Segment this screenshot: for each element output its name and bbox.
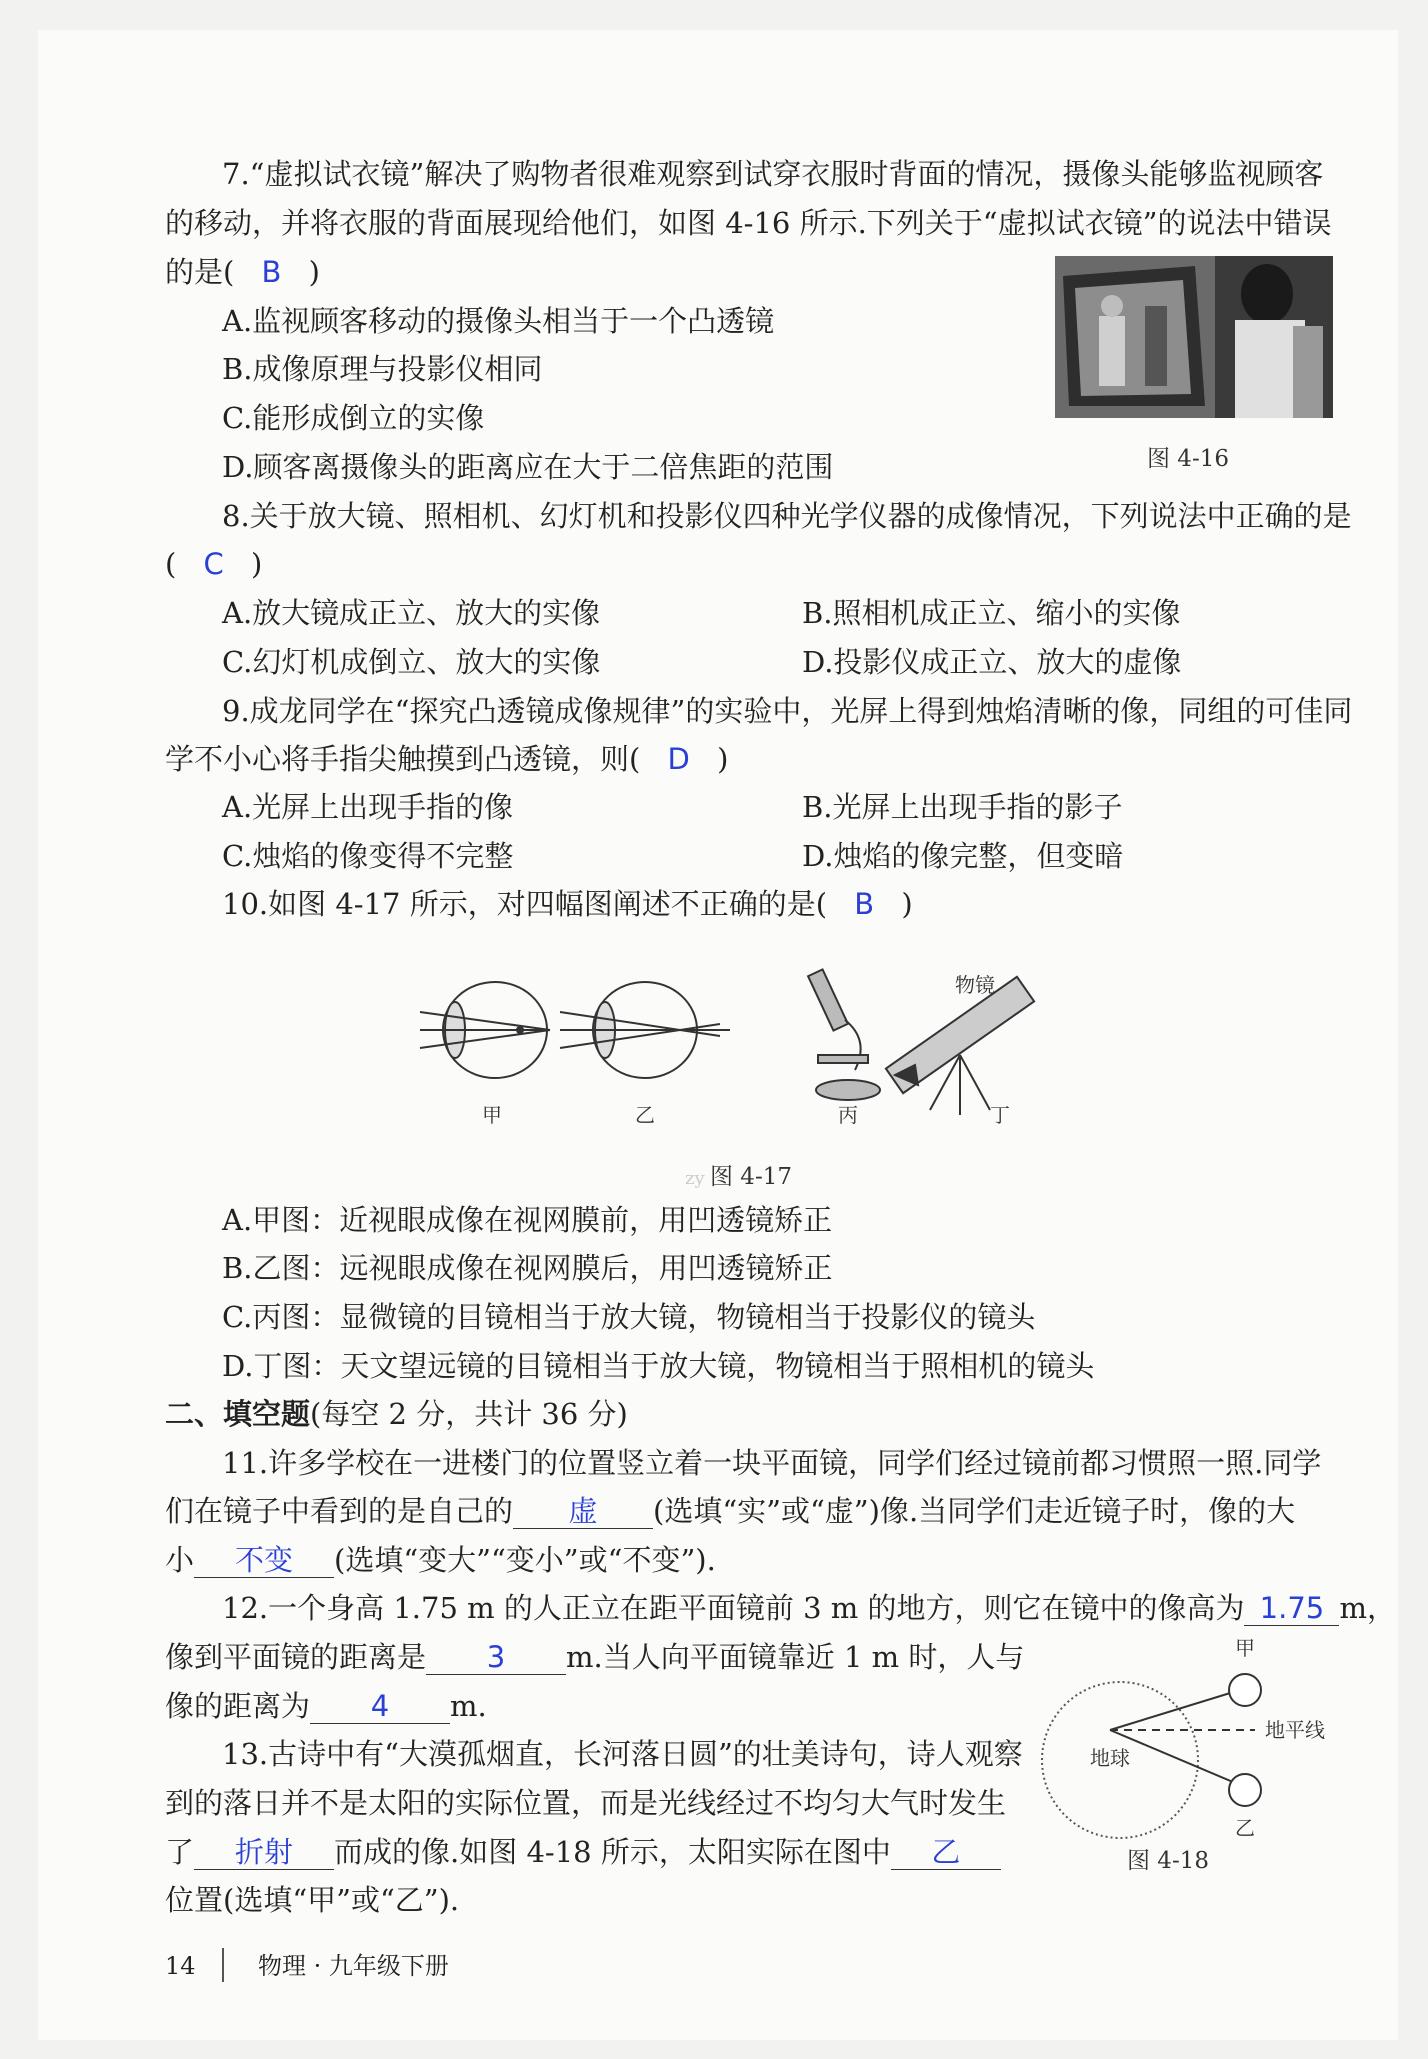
sun-jia bbox=[1229, 1674, 1261, 1706]
q7-answer: B bbox=[261, 255, 282, 289]
section-2-heading bbox=[165, 1394, 628, 1434]
q11-text-c: 小 bbox=[165, 1543, 195, 1577]
q9-line2 bbox=[165, 739, 728, 779]
q12-text-d: m.当人向平面镜靠近 1 m 时，人与 bbox=[566, 1640, 1025, 1674]
q10-answer: B bbox=[854, 887, 875, 921]
myopia-eye-diagram bbox=[420, 982, 550, 1078]
q10-option-c: C.丙图：显微镜的目镜相当于放大镜，物镜相当于投影仪的镜头 bbox=[222, 1300, 1036, 1334]
q10-line1 bbox=[222, 884, 913, 924]
q13-line4: 位置(选填“甲”或“乙”). bbox=[165, 1883, 460, 1917]
q8-option-b: B.照相机成正立、缩小的实像 bbox=[802, 596, 1181, 630]
q8-paren-close: ) bbox=[251, 547, 263, 581]
q13-line1: 13.古诗中有“大漠孤烟直，长河落日圆”的壮美诗句，诗人观察 bbox=[222, 1737, 1023, 1771]
microscope-drawing bbox=[808, 969, 880, 1100]
q13-text-a: 了 bbox=[165, 1835, 195, 1869]
q13-blank-1: 折射 bbox=[194, 1835, 334, 1870]
q10-paren-close: ) bbox=[901, 887, 913, 921]
q9-option-a: A.光屏上出现手指的像 bbox=[222, 790, 514, 824]
fig18-label-yi: 乙 bbox=[1235, 1816, 1255, 1840]
q13-blank-2: 乙 bbox=[891, 1835, 1001, 1870]
q12-blank-3: 4 bbox=[310, 1689, 450, 1724]
q11-line3 bbox=[165, 1540, 716, 1580]
q12-text-a: 12.一个身高 1.75 m 的人正立在距平面镜前 3 m 的地方，则它在镜中的像高为 bbox=[222, 1591, 1245, 1625]
q9-option-c: C.烛焰的像变得不完整 bbox=[222, 839, 514, 873]
figure-4-17 bbox=[400, 960, 1100, 1130]
q7-paren-close: ) bbox=[308, 255, 320, 289]
fig18-label-horizon: 地平线 bbox=[1265, 1718, 1325, 1742]
q7-line3 bbox=[165, 252, 320, 292]
footer-divider bbox=[222, 1948, 224, 1982]
q8-option-a: A.放大镜成正立、放大的实像 bbox=[222, 596, 601, 630]
q10-option-b: B.乙图：远视眼成像在视网膜后，用凹透镜矫正 bbox=[222, 1251, 833, 1285]
q11-text-a: 们在镜子中看到的是自己的 bbox=[165, 1494, 514, 1528]
q9-paren-close: ) bbox=[717, 742, 729, 776]
fig-label-jia: 甲 bbox=[482, 1103, 502, 1127]
q12-line2 bbox=[165, 1637, 1024, 1677]
q12-text-e: 像的距离为 bbox=[165, 1689, 311, 1723]
q8-paren-open: ( bbox=[165, 547, 177, 581]
fig-label-yi: 乙 bbox=[635, 1103, 655, 1127]
fig18-label-jia: 甲 bbox=[1235, 1636, 1255, 1660]
q7-line1: 7.“虚拟试衣镜”解决了购物者很难观察到试穿衣服时背面的情况，摄像头能够监视顾客 bbox=[222, 157, 1324, 191]
sun-yi bbox=[1229, 1774, 1261, 1806]
q11-line2 bbox=[165, 1491, 1295, 1531]
sightline-to-jia bbox=[1110, 1690, 1240, 1730]
q12-line1 bbox=[222, 1588, 1396, 1628]
q8-option-d: D.投影仪成正立、放大的虚像 bbox=[802, 645, 1182, 679]
section-2-note: (每空 2 分，共计 36 分) bbox=[310, 1397, 628, 1431]
telescope-drawing bbox=[886, 977, 1034, 1115]
q11-line1: 11.许多学校在一进楼门的位置竖立着一块平面镜，同学们经过镜前都习惯照一照.同学 bbox=[222, 1446, 1322, 1480]
q10-option-d: D.丁图：天文望远镜的目镜相当于放大镜，物镜相当于照相机的镜头 bbox=[222, 1349, 1095, 1383]
q7-line2: 的移动，并将衣服的背面展现给他们，如图 4-16 所示.下列关于“虚拟试衣镜”的说法中错误 bbox=[165, 206, 1332, 240]
fitting-mirror-photo bbox=[1055, 256, 1333, 418]
q8-line1: 8.关于放大镜、照相机、幻灯机和投影仪四种光学仪器的成像情况，下列说法中正确的是 bbox=[222, 499, 1352, 533]
q7-stem-end: 的是( bbox=[165, 255, 235, 289]
q12-text-b: m， bbox=[1339, 1591, 1396, 1625]
q9-answer: D bbox=[667, 742, 690, 776]
q13-text-b: 而成的像.如图 4-18 所示，太阳实际在图中 bbox=[334, 1835, 891, 1869]
q13-line2: 到的落日并不是太阳的实际位置，而是光线经过不均匀大气时发生 bbox=[165, 1786, 1007, 1820]
q7-option-a: A.监视顾客移动的摄像头相当于一个凸透镜 bbox=[222, 304, 775, 338]
q12-blank-1: 1.75 bbox=[1244, 1591, 1339, 1626]
q12-line3 bbox=[165, 1686, 487, 1726]
fig-label-ding: 丁 bbox=[990, 1103, 1010, 1127]
watermark: zy bbox=[685, 1168, 705, 1189]
figure-4-17-caption: 图 4-17 bbox=[710, 1164, 792, 1190]
q8-option-c: C.幻灯机成倒立、放大的实像 bbox=[222, 645, 601, 679]
q7-option-d: D.顾客离摄像头的距离应在大于二倍焦距的范围 bbox=[222, 450, 834, 484]
hyperopia-eye-diagram bbox=[560, 982, 730, 1078]
q9-option-d: D.烛焰的像完整，但变暗 bbox=[802, 839, 1124, 873]
figure-4-16-caption: 图 4-16 bbox=[1147, 446, 1229, 472]
section-2-title: 二、填空题 bbox=[165, 1397, 311, 1431]
q9-option-b: B.光屏上出现手指的影子 bbox=[802, 790, 1123, 824]
fig-label-bing: 丙 bbox=[838, 1103, 858, 1127]
q9-line1: 9.成龙同学在“探究凸透镜成像规律”的实验中，光屏上得到烛焰清晰的像，同组的可佳同 bbox=[222, 694, 1353, 728]
q11-blank-1: 虚 bbox=[513, 1494, 653, 1529]
q7-option-b: B.成像原理与投影仪相同 bbox=[222, 352, 543, 386]
q10-option-a: A.甲图：近视眼成像在视网膜前，用凹透镜矫正 bbox=[222, 1203, 833, 1237]
q11-blank-2: 不变 bbox=[194, 1543, 334, 1578]
q10-stem: 10.如图 4-17 所示，对四幅图阐述不正确的是( bbox=[222, 887, 828, 921]
q7-option-c: C.能形成倒立的实像 bbox=[222, 401, 485, 435]
q11-text-b: (选填“实”或“虚”)像.当同学们走近镜子时，像的大 bbox=[653, 1494, 1296, 1528]
q8-line2 bbox=[165, 544, 262, 584]
q9-stem-end: 学不小心将手指尖触摸到凸透镜，则( bbox=[165, 742, 641, 776]
figure-4-18-caption: 图 4-18 bbox=[1127, 1848, 1209, 1874]
q12-text-c: 像到平面镜的距离是 bbox=[165, 1640, 427, 1674]
q11-text-d: (选填“变大”“变小”或“不变”). bbox=[334, 1543, 716, 1577]
fig18-label-earth: 地球 bbox=[1090, 1746, 1130, 1770]
objective-lens-label: 物镜 bbox=[955, 973, 995, 997]
q12-blank-2: 3 bbox=[426, 1640, 566, 1675]
q8-answer: C bbox=[203, 547, 224, 581]
q13-line3 bbox=[165, 1832, 1001, 1872]
book-title: 物理 · 九年级下册 bbox=[258, 1952, 449, 1980]
q12-text-f: m. bbox=[450, 1689, 487, 1723]
page-number: 14 bbox=[165, 1952, 196, 1980]
